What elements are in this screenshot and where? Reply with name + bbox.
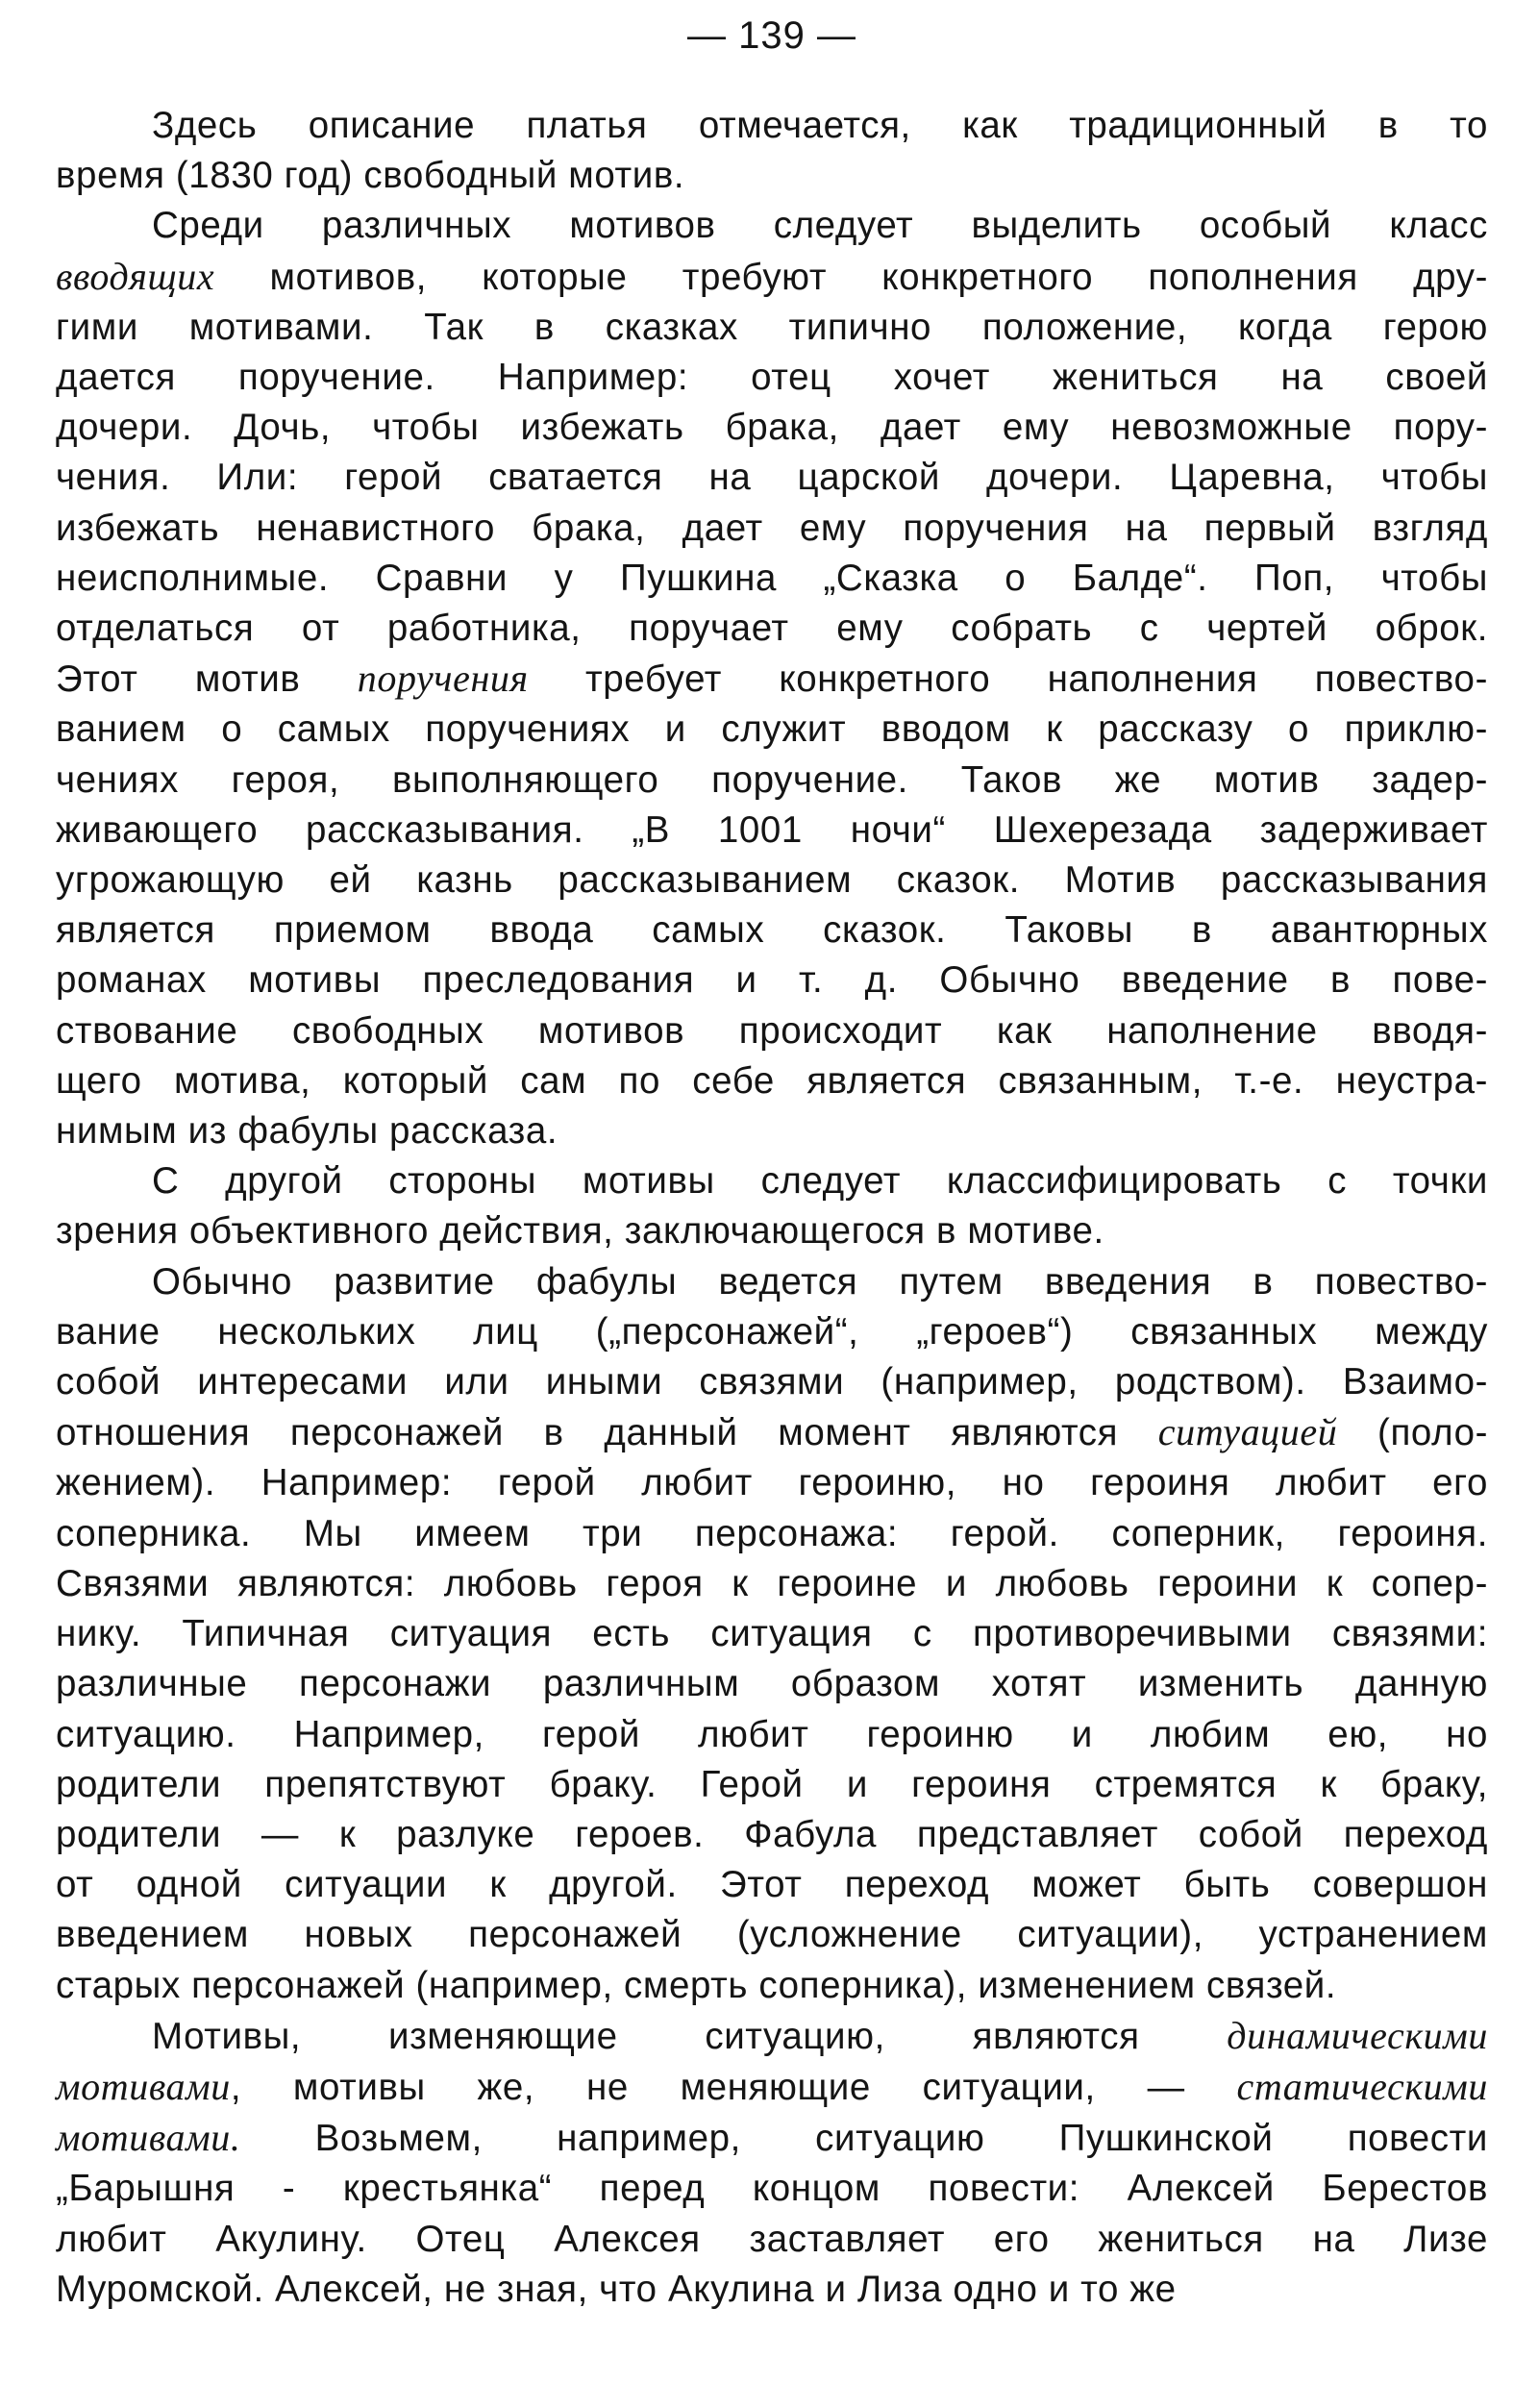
text-line: нимым из фабулы рассказа. [56,1110,558,1153]
text-line: мотивами. Возьмем, например, ситуацию Пушкинской повести [56,2116,1488,2160]
book-page [56,0,1488,2408]
text-line: родители препятствуют браку. Герой и героиня стремятся к браку, [56,1763,1488,1805]
text-line: Здесь описание платья отмечается, как традиционный в то [152,105,1488,146]
text-line: любит Акулину. Отец Алексея заставляет его жениться на Лизе [56,2218,1488,2260]
text-line: неисполнимые. Сравни у Пушкина „Сказка о Балде“. Поп, чтобы [56,557,1488,599]
paragraph [56,101,1488,201]
text-line: соперника. Мы имеем три персонажа: герой. соперник, героиня. [56,1512,1488,1554]
emphasized-term: поручения [357,657,529,701]
text-line: С другой стороны мотивы следует классифицировать с точки [152,1160,1488,1203]
text-line: ствование свободных мотивов происходит как наполнение вводя- [56,1009,1488,1052]
text-line: дается поручение. Например: отец хочет жениться на своей [56,357,1488,399]
text-line: зрения объективного действия, заключающегося в мотиве. [56,1210,1104,1253]
text-line: вводящих мотивов, которые требуют конкретного пополнения дру- [56,254,1488,298]
text-line: введением новых персонажей (усложнение ситуации), устранением [56,1914,1488,1956]
text-line: избежать ненавистного брака, дает ему поручения на первый взгляд [56,507,1488,549]
text-line: романах мотивы преследования и т. д. Обычно введение в пове- [56,959,1488,1002]
text-line: от одной ситуации к другой. Этот переход может быть совершон [56,1864,1488,1906]
emphasized-term: статическими [1236,2064,1488,2108]
text-line: Обычно развитие фабулы ведется путем введения в повество- [152,1260,1488,1303]
text-line: Этот мотив поручения требует конкретного наполнения повество- [56,657,1488,701]
text-line: ситуацию. Например, герой любит героиню и любим ею, но [56,1713,1488,1755]
text-line: Мотивы, изменяющие ситуацию, являются динамическими [152,2013,1488,2057]
page-number: — 139 — [687,14,856,57]
text-line: нику. Типичная ситуация есть ситуация с противоречивыми связями: [56,1613,1488,1655]
text-line: угрожающую ей казнь рассказыванием сказок. Мотив рассказывания [56,859,1488,902]
text-line: гими мотивами. Так в сказках типично положение, когда герою [56,306,1488,348]
text-line: отношения персонажей в данный момент являются ситуацией (поло- [56,1410,1488,1454]
emphasized-term: мотивами. [56,2116,241,2160]
emphasized-term: ситуацией [1157,1410,1338,1454]
text-line: Связями являются: любовь героя к героине и любовь героини к сопер- [56,1562,1488,1604]
text-line: собой интересами или иными связями (например, родством). Взаимо- [56,1361,1488,1403]
paragraph [56,201,1488,1156]
body-text [56,101,1488,2315]
text-line: отделаться от работника, поручает ему собрать с чертей оброк. [56,608,1488,650]
text-line: время (1830 год) свободный мотив. [56,155,685,197]
text-line: ванием о самых поручениях и служит вводом к рассказу о приклю- [56,708,1488,751]
paragraph [56,1156,1488,1256]
text-line: Среди различных мотивов следует выделить особый класс [152,205,1488,247]
text-line: Муромской. Алексей, не зная, что Акулина и Лиза одно и то же [56,2268,1177,2310]
text-line: „Барышня - крестьянка“ перед концом повести: Алексей Берестов [56,2168,1488,2210]
text-line: старых персонажей (например, смерть соперника), изменением связей. [56,1964,1337,2006]
text-line: щего мотива, который сам по себе является связанным, т.-е. неустра- [56,1059,1488,1102]
paragraph [56,2011,1488,2315]
text-line: живающего рассказывания. „В 1001 ночи“ Шехерезада задерживает [56,808,1488,851]
emphasized-term: мотивами [56,2064,231,2108]
text-line: дочери. Дочь, чтобы избежать брака, дает ему невозможные пору- [56,407,1488,449]
text-line: вание нескольких лиц („персонажей“, „героев“) связанных между [56,1310,1488,1353]
paragraph [56,1257,1488,2011]
text-line: родители — к разлуке героев. Фабула представляет собой переход [56,1813,1488,1855]
text-line: чения. Или: герой сватается на царской дочери. Царевна, чтобы [56,457,1488,499]
text-line: жением). Например: герой любит героиню, но героиня любит его [56,1462,1488,1504]
text-line: является приемом ввода самых сказок. Таковы в авантюрных [56,909,1488,952]
text-line: мотивами, мотивы же, не меняющие ситуации, — статическими [56,2064,1488,2108]
text-line: чениях героя, выполняющего поручение. Таков же мотив задер- [56,758,1488,801]
text-line: различные персонажи различным образом хотят изменить данную [56,1663,1488,1705]
emphasized-term: динамическими [1227,2013,1488,2057]
emphasized-term: вводящих [56,254,215,298]
